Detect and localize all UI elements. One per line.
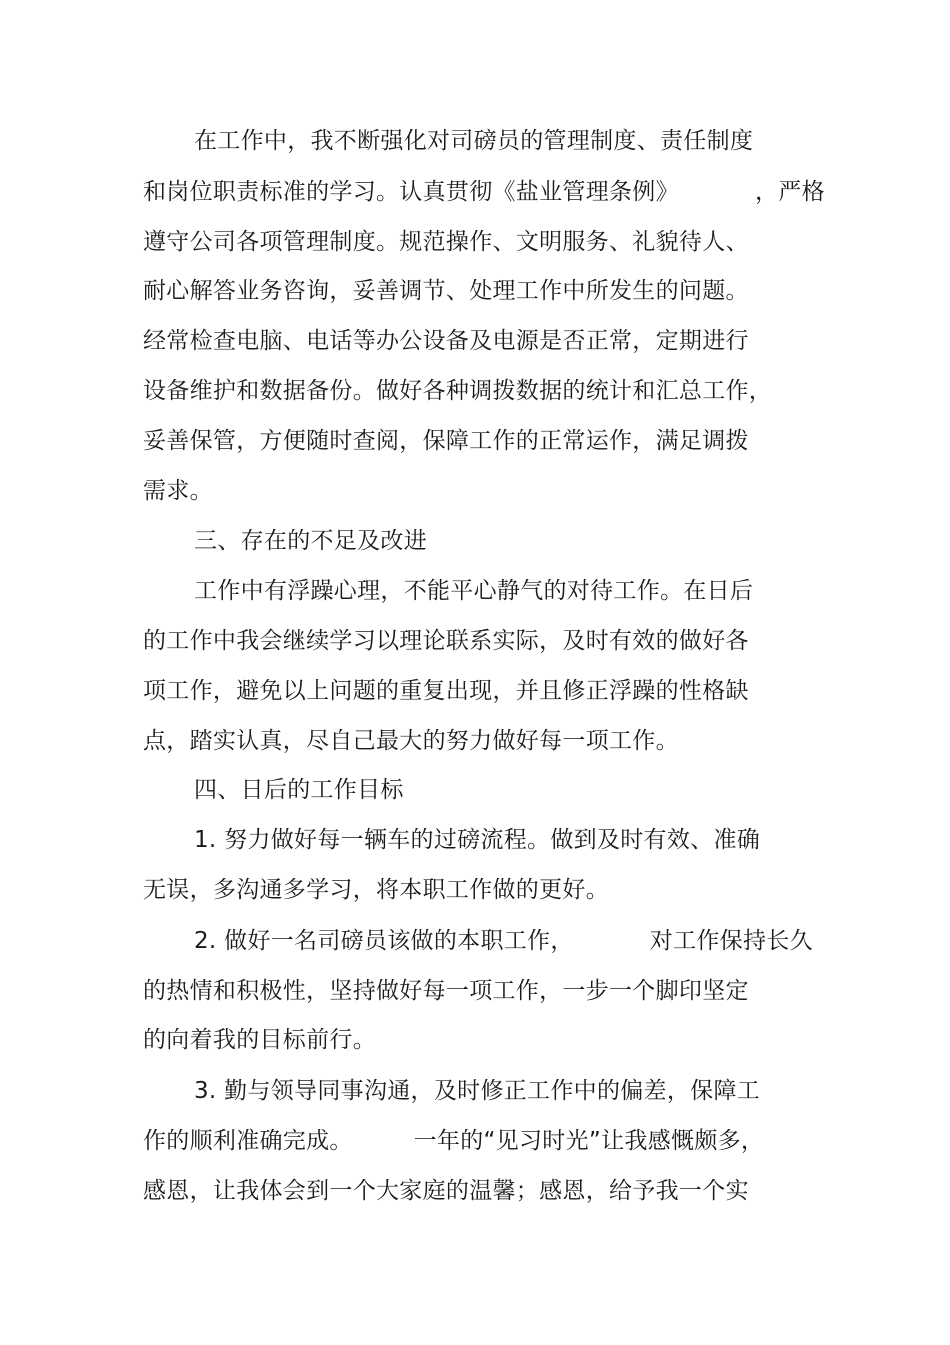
text-line-8: 需求。 bbox=[143, 478, 213, 504]
text-line-20: 3. 勤与领导同事沟通，及时修正工作中的偏差，保障工 bbox=[194, 1078, 761, 1104]
text-line-18: 的热情和积极性，坚持做好每一项工作，一步一个脚印坚定 bbox=[143, 978, 749, 1004]
text-line-22: 感恩，让我体会到一个大家庭的温馨；感恩，给予我一个实 bbox=[143, 1178, 749, 1204]
text-line-5: 经常检查电脑、电话等办公设备及电源是否正常，定期进行 bbox=[143, 328, 749, 354]
text-line-3: 遵守公司各项管理制度。规范操作、文明服务、礼貌待人、 bbox=[143, 229, 749, 255]
section-heading-4: 四、日后的工作目标 bbox=[194, 777, 404, 803]
text-line-11: 的工作中我会继续学习以理论联系实际，及时有效的做好各 bbox=[143, 628, 749, 654]
text-line-16: 无误，多沟通多学习，将本职工作做的更好。 bbox=[143, 877, 609, 903]
text-line-15: 1. 努力做好每一辆车的过磅流程。做到及时有效、准确 bbox=[194, 827, 761, 853]
section-heading-3: 三、存在的不足及改进 bbox=[194, 528, 427, 554]
text-line-17: 2. 做好一名司磅员该做的本职工作， 对工作保持长久 bbox=[194, 928, 813, 954]
text-line-1: 在工作中，我不断强化对司磅员的管理制度、责任制度 bbox=[194, 128, 754, 154]
text-line-21: 作的顺利准确完成。 一年的“见习时光”让我感慨颇多， bbox=[143, 1128, 765, 1154]
text-line-6: 设备维护和数据备份。做好各种调拨数据的统计和汇总工作， bbox=[143, 378, 773, 404]
text-line-10: 工作中有浮躁心理，不能平心静气的对待工作。在日后 bbox=[194, 578, 754, 604]
text-line-7: 妥善保管，方便随时查阅，保障工作的正常运作，满足调拨 bbox=[143, 428, 749, 454]
text-line-4: 耐心解答业务咨询，妥善调节、处理工作中所发生的问题。 bbox=[143, 278, 749, 304]
text-line-19: 的向着我的目标前行。 bbox=[143, 1027, 376, 1053]
text-line-13: 点，踏实认真，尽自己最大的努力做好每一项工作。 bbox=[143, 728, 679, 754]
text-line-2: 和岗位职责标准的学习。认真贯彻《盐业管理条例》 ，严格 bbox=[143, 179, 825, 205]
text-line-12: 项工作，避免以上问题的重复出现，并且修正浮躁的性格缺 bbox=[143, 678, 749, 704]
